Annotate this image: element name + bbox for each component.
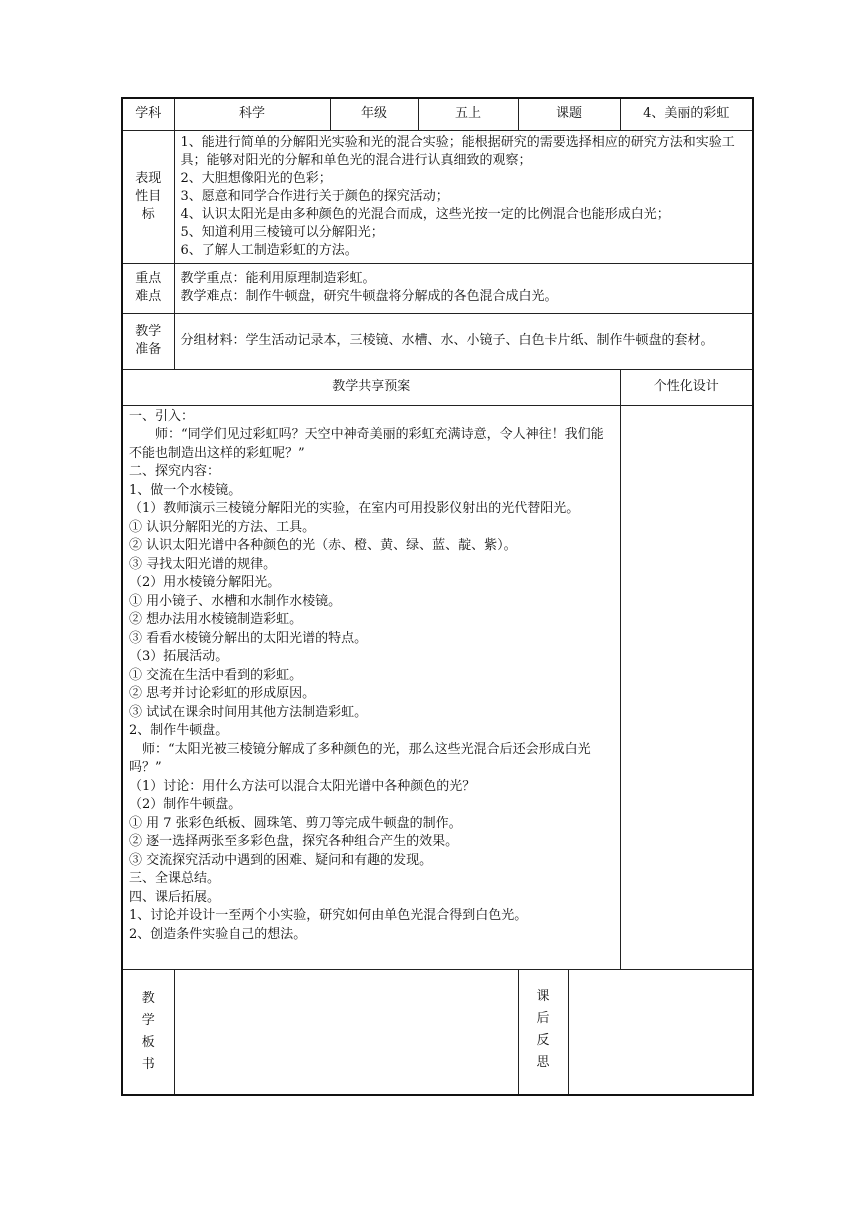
- key-points-content: [174, 263, 753, 313]
- plan-line: ① 用 7 张彩色纸板、圆珠笔、剪刀等完成牛顿盘的制作。: [129, 815, 462, 831]
- objectives-row: [122, 130, 753, 263]
- lesson-plan-table: [121, 97, 754, 1096]
- plan-line: ② 想办法用水棱镜制造彩虹。: [129, 612, 303, 627]
- plan-line: （2）用水棱镜分解阳光。: [129, 575, 281, 590]
- plan-line: 三、全课总结。: [129, 871, 221, 886]
- topic-value: 4、美丽的彩虹: [620, 98, 753, 130]
- personal-design-content: [620, 405, 753, 969]
- plan-line: 四、课后拓展。: [129, 889, 221, 905]
- personal-design-header: 个性化设计: [620, 369, 753, 405]
- plan-line: 2、创造条件实验自己的想法。: [129, 926, 307, 942]
- plan-line: ③ 看看水棱镜分解出的太阳光谱的特点。: [129, 630, 368, 646]
- header-row: [122, 98, 753, 130]
- shared-plan-header: 教学共享预案: [122, 369, 620, 405]
- board-label-text: 教学板书: [141, 990, 155, 1072]
- objective-item: 1、能进行简单的分解阳光实验和光的混合实验；能根据研究的需要选择相应的研究方法和实验工具；能够对阳光的分解和单色光的混合进行认真细致的观察；: [180, 134, 735, 168]
- objective-item: 6、了解人工制造彩虹的方法。: [180, 242, 358, 258]
- plan-line: 师：“太阳光被三棱镜分解成了多种颜色的光，那么这些光混合后还会形成白光吗？”: [129, 741, 591, 775]
- subject-value: 科学: [174, 98, 330, 130]
- lesson-plan-page: [121, 97, 752, 1096]
- key-point-item: 教学重点：能利用原理制造彩虹。: [180, 271, 376, 286]
- shared-plan-content: [122, 405, 620, 969]
- plan-line: ① 用小镜子、水槽和水制作水棱镜。: [129, 593, 342, 609]
- plan-line: （3）拓展活动。: [129, 649, 229, 664]
- plan-body-row: [122, 405, 753, 969]
- plan-line: ② 思考并讨论彩虹的形成原因。: [129, 686, 316, 701]
- reflection-label: [518, 969, 568, 1095]
- preparation-content: 分组材料：学生活动记录本，三棱镜、水槽、水、小镜子、白色卡片纸、制作牛顿盘的套材。: [174, 313, 753, 369]
- plan-line: ① 交流在生活中看到的彩虹。: [129, 667, 303, 683]
- objectives-label-text: 表现性目标: [135, 170, 162, 222]
- plan-line: ③ 试试在课余时间用其他方法制造彩虹。: [129, 704, 368, 720]
- grade-value: 五上: [418, 98, 518, 130]
- reflection-label-text: 课后反思: [536, 988, 550, 1070]
- preparation-row: [122, 313, 753, 369]
- plan-line: 2、制作牛顿盘。: [129, 723, 229, 738]
- key-points-label: [122, 263, 174, 313]
- plan-line: （2）制作牛顿盘。: [129, 797, 242, 812]
- key-point-item: 教学难点：制作牛顿盘，研究牛顿盘将分解成的各色混合成白光。: [180, 289, 558, 304]
- topic-label: 课题: [518, 98, 620, 130]
- plan-line: ③ 寻找太阳光谱的规律。: [129, 556, 277, 572]
- key-points-row: [122, 263, 753, 313]
- grade-label: 年级: [330, 98, 418, 130]
- plan-line: 师：“同学们见过彩虹吗？天空中神奇美丽的彩虹充满诗意，令人神往！我们能不能也制造出这样的彩虹呢？”: [129, 427, 604, 461]
- plan-line: 1、讨论并设计一至两个小实验，研究如何由单色光混合得到白色光。: [129, 908, 528, 923]
- plan-line: ① 认识分解阳光的方法、工具。: [129, 519, 316, 535]
- preparation-label-text: 教学准备: [135, 324, 162, 357]
- preparation-label: [122, 313, 174, 369]
- board-content: [174, 969, 518, 1095]
- plan-line: ③ 交流探究活动中遇到的困难、疑问和有趣的发现。: [129, 852, 433, 868]
- subject-label: 学科: [122, 98, 174, 130]
- objective-item: 3、愿意和同学合作进行关于颜色的探究活动；: [180, 188, 449, 204]
- plan-line: （1）教师演示三棱镜分解阳光的实验，在室内可用投影仪射出的光代替阳光。: [129, 501, 580, 516]
- objective-item: 5、知道利用三棱镜可以分解阳光；: [180, 224, 384, 240]
- plan-header-row: [122, 369, 753, 405]
- reflection-content: [568, 969, 753, 1095]
- plan-line: 一、引入：: [129, 408, 195, 424]
- plan-line: 1、做一个水棱镜。: [129, 482, 242, 498]
- objective-item: 4、认识太阳光是由多种颜色的光混合而成，这些光按一定的比例混合也能形成白光；: [180, 206, 670, 222]
- objectives-label: [122, 130, 174, 263]
- footer-row: [122, 969, 753, 1095]
- objective-item: 2、大胆想像阳光的色彩；: [180, 170, 332, 186]
- plan-line: ② 认识太阳光谱中各种颜色的光（赤、橙、黄、绿、蓝、靛、紫）。: [129, 538, 517, 553]
- plan-line: （1）讨论：用什么方法可以混合太阳光谱中各种颜色的光？: [129, 778, 476, 794]
- plan-line: 二、探究内容：: [129, 464, 221, 479]
- key-points-label-text: 重点难点: [135, 271, 162, 304]
- plan-line: ② 逐一选择两张至多彩色盘，探究各种组合产生的效果。: [129, 834, 459, 849]
- board-label: [122, 969, 174, 1095]
- objectives-content: [174, 130, 753, 263]
